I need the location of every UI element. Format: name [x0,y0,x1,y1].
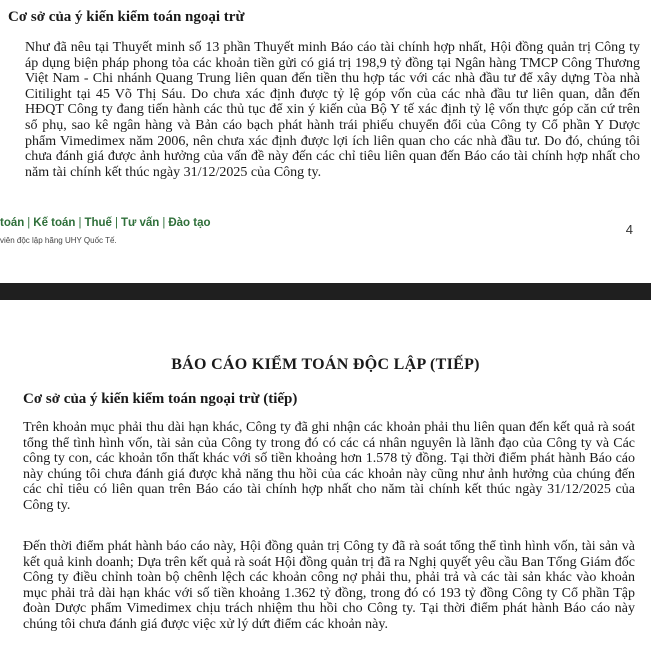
page-separator [0,283,651,300]
footer-divider: | [114,217,118,229]
footer-service-nav [0,217,210,229]
body-paragraph: Trên khoản mục phải thu dài hạn khác, Công ty đã ghi nhận các khoản phải thu liên quan đến kết quả rà soát tổng thể tình hình vốn, tài sản của Công ty trong đó có các cá nhân nguyên là lãnh đạo của Công ty và Các công ty con, các khoản tổn thất khác với số tiền khoảng hơn 1.578 tỷ đồng. Tại thời điểm phát hành Báo cáo này chúng tôi chưa đánh giá được khả năng thu hồi của các khoản này cũng như ảnh hưởng của chúng đến các chỉ tiêu có liên quan trên Báo cáo tài chính hợp nhất cho năm tài chính kết thúc ngày 31/12/2025 của Công ty. [23,420,635,513]
previous-page [0,0,651,270]
footer-divider: | [162,217,166,229]
section-heading: Cơ sở của ý kiến kiểm toán ngoại trừ (tiếp) [23,391,298,407]
footer-divider: | [27,217,31,229]
footer-divider: | [78,217,82,229]
report-title: BÁO CÁO KIỂM TOÁN ĐỘC LẬP (TIẾP) [171,356,480,373]
footer-member-note: viên độc lập hãng UHY Quốc Tế. [0,236,117,245]
body-paragraph: Đến thời điểm phát hành báo cáo này, Hội đồng quản trị Công ty đã rà soát tổng thể tình hình vốn, tài sản và kết quả kinh doanh; Dựa trên kết quả rà soát Hội đồng quản trị đã ra Nghị quyết yêu cầu Ban Tổng Giám đốc Công ty điều chỉnh toàn bộ chênh lệch các khoản công nợ phải thu, phải trả và các tài sản khác vào khoản mục phải trả dài hạn khác với số tiền khoảng 1.362 tỷ đồng, trong đó có 193 tỷ đồng Công ty Cổ phần Tập đoàn Dược phẩm Vimedimex chịu trách nhiệm thu hồi cho Công ty. Tại thời điểm phát hành Báo cáo này chúng tôi chưa đánh giá được việc xử lý dứt điểm các khoản này. [23,539,635,632]
footer-nav-item: Đào tạo [168,217,211,229]
footer-nav-item: toán [0,217,25,229]
footer-nav-item: Thuế [84,217,112,229]
page-number: 4 [625,222,633,237]
body-paragraph: Như đã nêu tại Thuyết minh số 13 phần Thuyết minh Báo cáo tài chính hợp nhất, Hội đồng quản trị Công ty áp dụng biện pháp phong tỏa các khoản tiền gửi có giá trị 198,9 tỷ đồng tại Ngân hàng TMCP Công Thương Việt Nam - Chi nhánh Quang Trung liên quan đến tiền thu hợp tác với các nhà đầu tư để xây dựng Tòa nhà Citilight tại 45 Võ Thị Sáu. Do chưa xác định được tỷ lệ góp vốn của các nhà đầu tư liên quan, dẫn đến HĐQT Công ty đang tiến hành các thủ tục để xin ý kiến của Bộ Y tế xác định tỷ lệ vốn thực góp căn cứ trên sổ phụ, sao kê ngân hàng và Bản cáo bạch phát hành trái phiếu chuyển đổi của Công ty Cổ phần Y Dược phẩm Vimedimex năm 2006, nên chưa xác định được lợi ích liên quan cho các nhà đầu tư. Do đó, chúng tôi chưa đánh giá được ảnh hưởng của vấn đề này đến các chỉ tiêu liên quan đến Báo cáo tài chính hợp nhất cho năm tài chính kết thúc ngày 31/12/2025 của Công ty. [25,40,640,180]
footer-nav-item: Tư vấn [120,217,160,229]
section-heading: Cơ sở của ý kiến kiểm toán ngoại trừ [8,9,245,25]
footer-nav-item: Kế toán [33,217,76,229]
